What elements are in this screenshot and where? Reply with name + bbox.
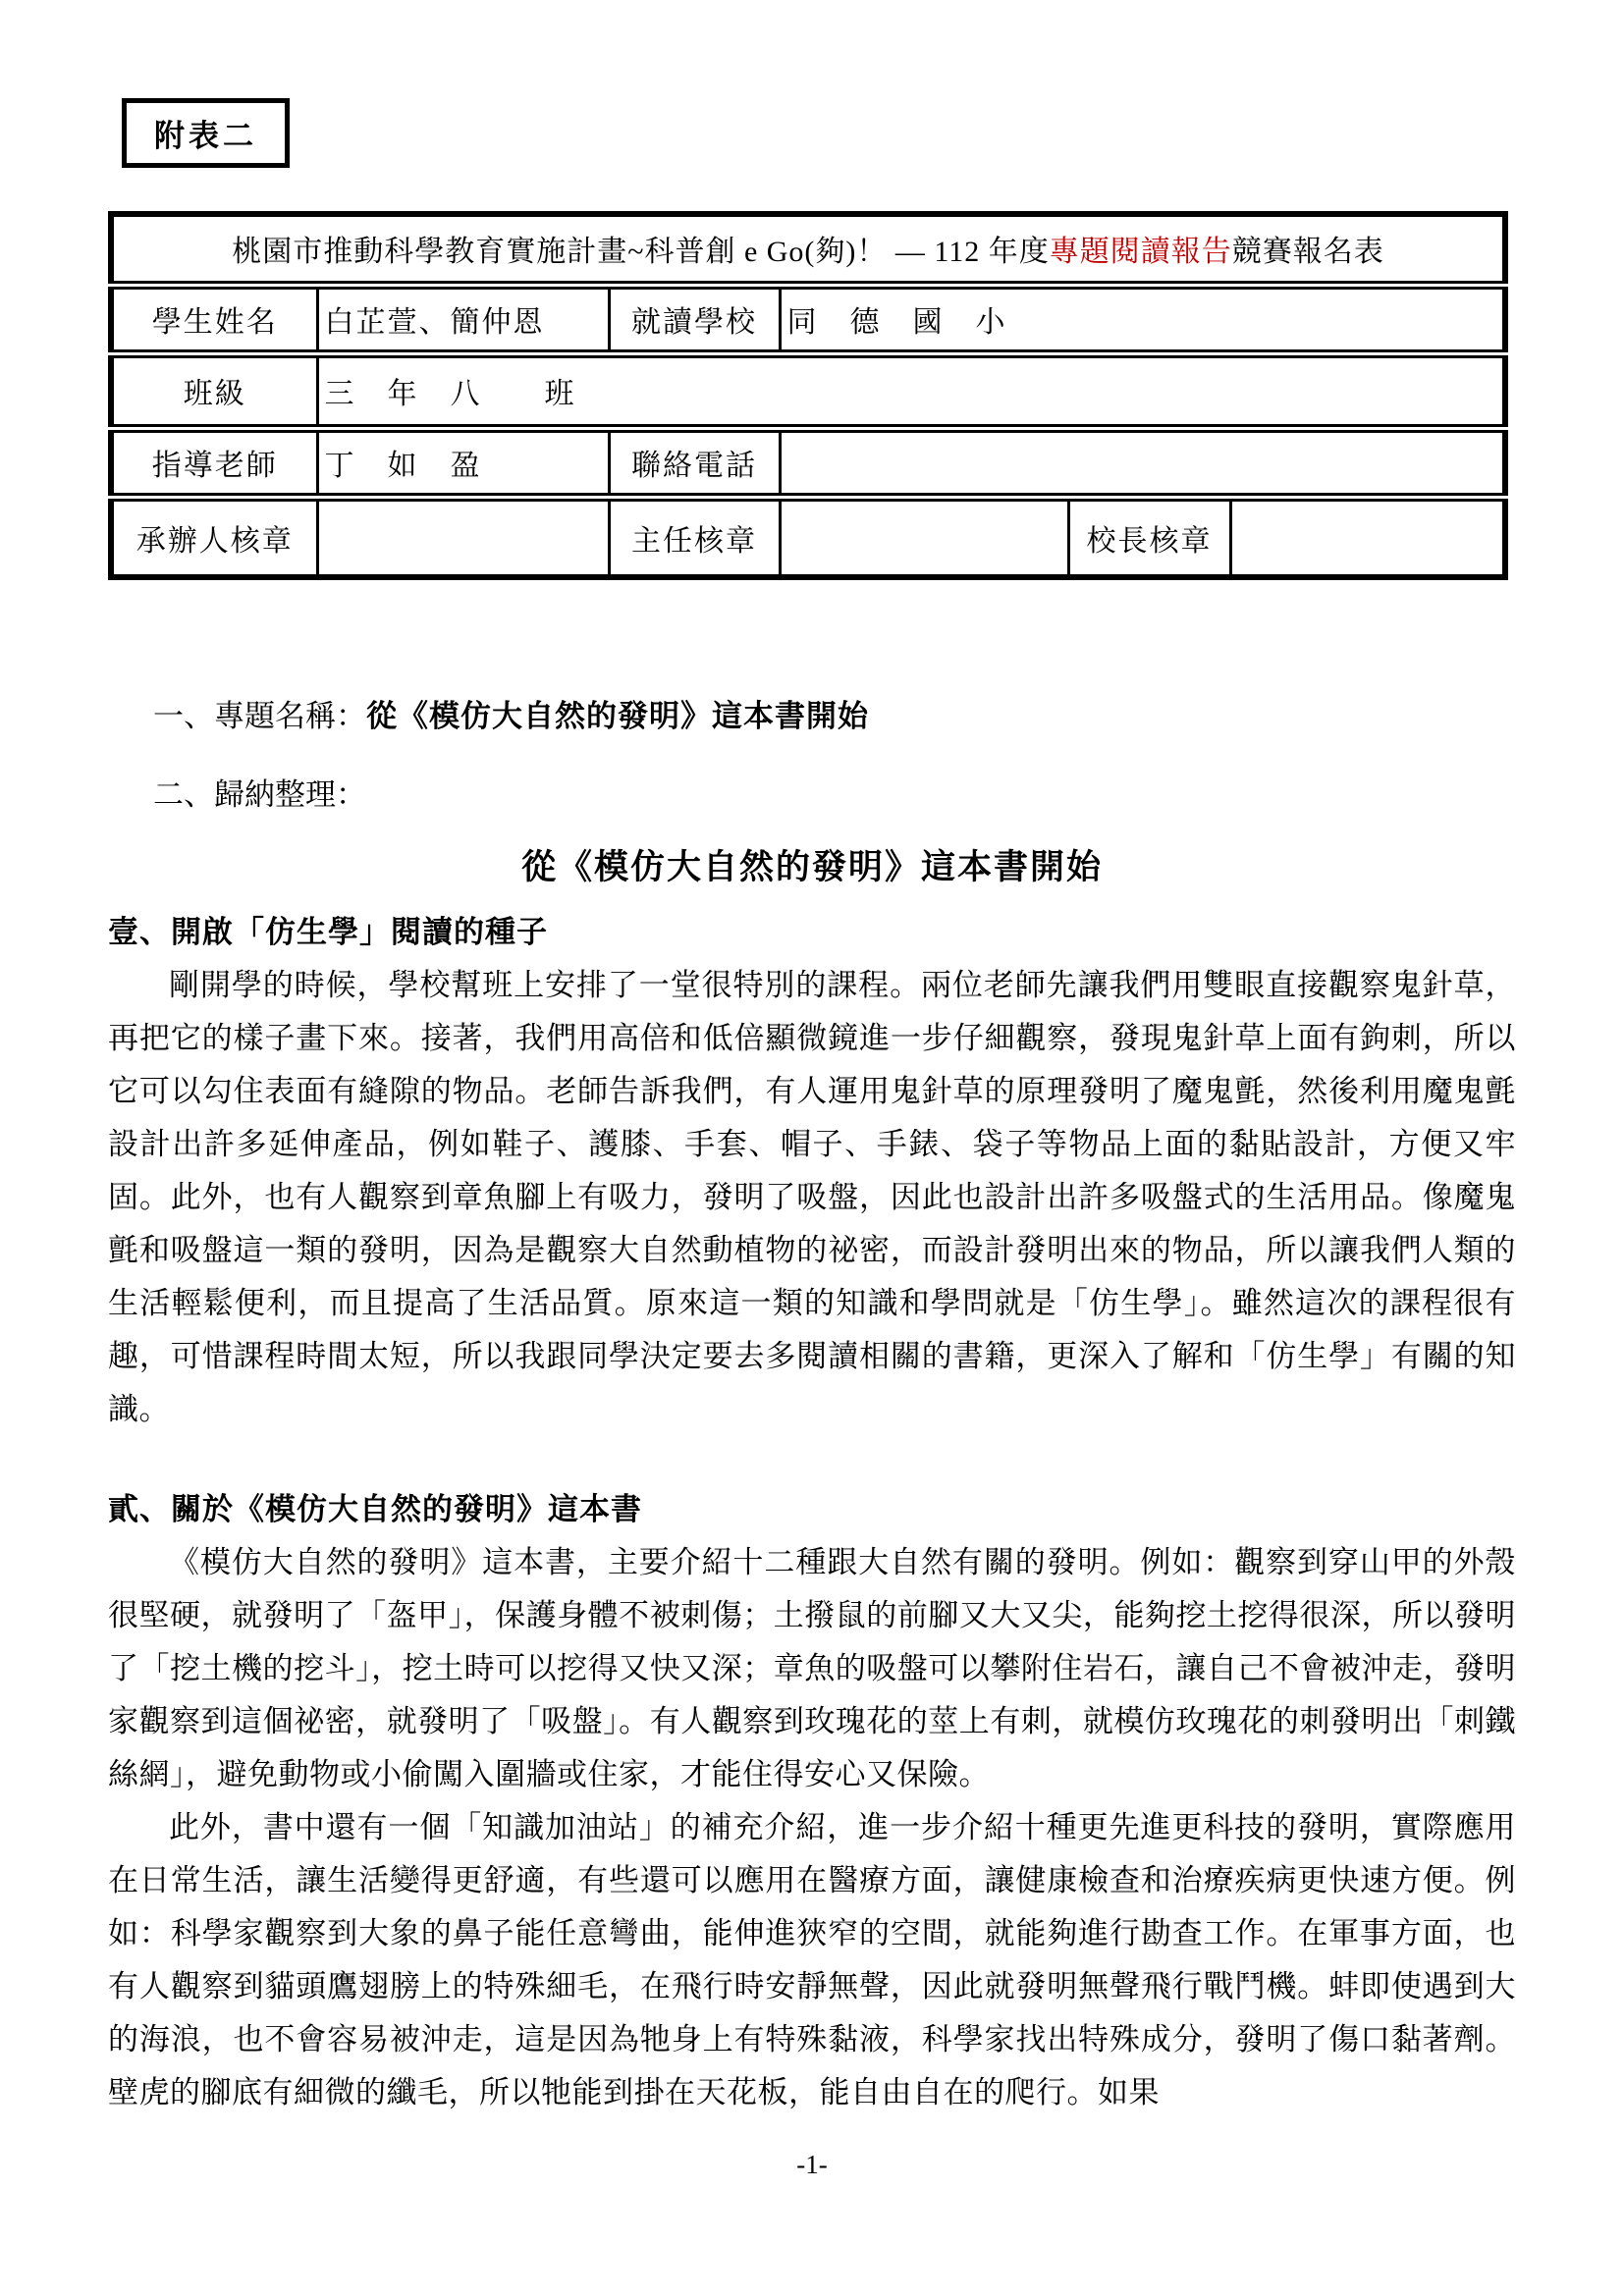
section2-paragraph-1: 《模仿大自然的發明》這本書，主要介紹十二種跟大自然有關的發明。例如：觀察到穿山甲的外殼很堅硬，就發明了「盔甲」，保護身體不被刺傷；土撥鼠的前腳又大又尖，能夠挖土挖得很深，所以發明了「挖土機的挖斗」，挖土時可以挖得又快又深；章魚的吸盤可以攀附住岩石，讓自己不會被沖走，發明家觀察到這個祕密，就發明了「吸盤」。有人觀察到玫瑰花的莖上有刺，就模仿玫瑰花的刺發明出「刺鐵絲網」，避免動物或小偷闖入圍牆或住家，才能住得安心又保險。 <box>108 1545 1516 1791</box>
school-value: 同 德 國 小 <box>780 285 1505 353</box>
class-label: 班級 <box>111 353 317 428</box>
section2-heading: 貳、關於《模仿大自然的發明》這本書 <box>108 1492 642 1526</box>
form-row-class <box>111 353 1505 428</box>
form-row-teacher <box>111 428 1505 497</box>
form-title-post: 競賽報名表 <box>1231 236 1384 269</box>
student-name-value: 白芷萱、簡仲恩 <box>317 285 609 353</box>
outline-item-summary <box>108 769 1516 822</box>
page-number: -1- <box>796 2150 828 2179</box>
class-value: 三 年 八 班 <box>317 353 1505 428</box>
phone-value <box>780 428 1505 497</box>
form-row-seals <box>111 497 1505 577</box>
handler-seal-label: 承辦人核章 <box>111 497 317 577</box>
section1-heading: 壹、開啟「仿生學」閱讀的種子 <box>108 915 548 949</box>
director-seal-label: 主任核章 <box>609 497 780 577</box>
appendix-tag-label: 附表二 <box>154 119 257 153</box>
section1-paragraph: 剛開學的時候，學校幫班上安排了一堂很特別的課程。兩位老師先讓我們用雙眼直接觀察鬼針草，再把它的樣子畫下來。接著，我們用高倍和低倍顯微鏡進一步仔細觀察，發現鬼針草上面有鉤刺，所以它可以勾住表面有縫隙的物品。老師告訴我們，有人運用鬼針草的原理發明了魔鬼氈，然後利用魔鬼氈設計出許多延伸產品，例如鞋子、護膝、手套、帽子、手錶、袋子等物品上面的黏貼設計，方便又牢固。此外，也有人觀察到章魚腳上有吸力，發明了吸盤，因此也設計出許多吸盤式的生活用品。像魔鬼氈和吸盤這一類的發明，因為是觀察大自然動植物的祕密，而設計發明出來的物品，所以讓我們人類的生活輕鬆便利，而且提高了生活品質。原來這一類的知識和學問就是「仿生學」。雖然這次的課程很有趣，可惜課程時間太短，所以我跟同學決定要去多閱讀相關的書籍，更深入了解和「仿生學」有關的知識。 <box>108 968 1516 1426</box>
outline-item-topic <box>108 690 1516 743</box>
phone-label: 聯絡電話 <box>609 428 780 497</box>
form-title-pre: 桃園市推動科學教育實施計畫~科普創 e Go(夠)！ — 112 年度 <box>232 236 1050 269</box>
school-label: 就讀學校 <box>609 285 780 353</box>
form-row-student <box>111 285 1505 353</box>
director-seal-value <box>780 497 1068 577</box>
essay-title: 從《模仿大自然的發明》這本書開始 <box>520 848 1103 886</box>
appendix-tag-box <box>122 98 290 168</box>
student-name-label: 學生姓名 <box>111 285 317 353</box>
teacher-value: 丁 如 盈 <box>317 428 609 497</box>
teacher-label: 指導老師 <box>111 428 317 497</box>
topic-label: 一、專題名稱： <box>153 699 366 733</box>
form-title-row <box>111 214 1505 285</box>
section2-paragraph-2: 此外，書中還有一個「知識加油站」的補充介紹，進一步介紹十種更先進更科技的發明，實際應用在日常生活，讓生活變得更舒適，有些還可以應用在醫療方面，讓健康檢查和治療疾病更快速方便。例如：科學家觀察到大象的鼻子能任意彎曲，能伸進狹窄的空間，就能夠進行勘查工作。在軍事方面，也有人觀察到貓頭鷹翅膀上的特殊細毛，在飛行時安靜無聲，因此就發明無聲飛行戰鬥機。蚌即使遇到大的海浪，也不會容易被沖走，這是因為牠身上有特殊黏液，科學家找出特殊成分，發明了傷口黏著劑。壁虎的腳底有細微的纖毛，所以牠能到掛在天花板，能自由自在的爬行。如果 <box>108 1810 1516 2109</box>
principal-seal-value <box>1230 497 1505 577</box>
principal-seal-label: 校長核章 <box>1068 497 1230 577</box>
form-title-highlight: 專題閱讀報告 <box>1049 236 1232 269</box>
handler-seal-value <box>317 497 609 577</box>
form-title-cell <box>111 214 1505 285</box>
summary-label: 二、歸納整理： <box>153 777 366 812</box>
registration-form-table <box>108 211 1508 580</box>
topic-value: 從《模仿大自然的發明》這本書開始 <box>366 699 869 733</box>
